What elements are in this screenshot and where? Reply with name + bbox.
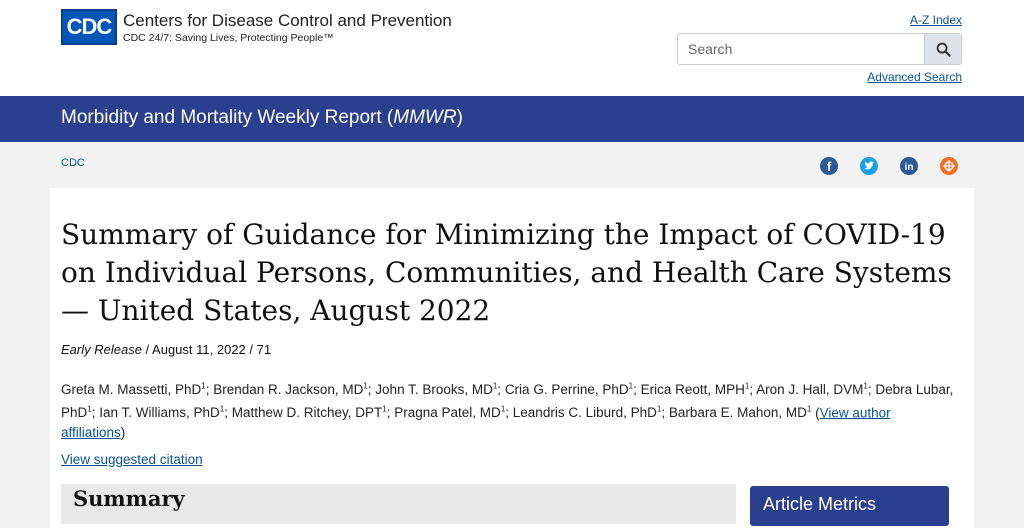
article-metrics-panel[interactable] bbox=[750, 486, 949, 526]
site-name[interactable]: Centers for Disease Control and Prevention bbox=[123, 11, 452, 30]
author-name: Greta M. Massetti, PhD bbox=[61, 381, 202, 397]
author-name: Aron J. Hall, DVM bbox=[756, 381, 864, 397]
author-separator: ; bbox=[91, 405, 100, 420]
banner-title-suffix: ) bbox=[456, 107, 463, 128]
facebook-icon[interactable] bbox=[820, 157, 838, 175]
author-affiliation-number: 1 bbox=[201, 381, 206, 390]
author-name: Leandris C. Liburd, PhD bbox=[512, 405, 657, 420]
view-affiliations-link[interactable]: View author affiliations bbox=[61, 405, 891, 440]
author-separator: ; bbox=[224, 405, 232, 420]
affiliations-open: ( bbox=[815, 405, 820, 420]
banner-title[interactable] bbox=[61, 107, 463, 129]
author-affiliation-number: 1 bbox=[656, 404, 662, 414]
release-type: Early Release bbox=[61, 342, 142, 357]
twitter-icon[interactable] bbox=[860, 157, 878, 175]
author-separator: ; bbox=[205, 381, 214, 397]
author-name: Debra Lubar, PhD bbox=[61, 381, 954, 420]
syndicate-icon[interactable] bbox=[940, 157, 958, 175]
search-icon bbox=[936, 42, 951, 57]
author-affiliation-number: 1 bbox=[806, 404, 812, 414]
author-name: John T. Brooks, MD bbox=[375, 381, 493, 397]
site-header bbox=[0, 0, 1024, 97]
author-separator: ; bbox=[386, 405, 395, 420]
author-separator: ; bbox=[749, 381, 757, 397]
author-separator: ; bbox=[633, 381, 641, 397]
author-name: Ian T. Williams, PhD bbox=[99, 405, 220, 420]
author-name: Cria G. Perrine, PhD bbox=[504, 381, 629, 397]
svg-text:in: in bbox=[904, 162, 914, 173]
author-affiliation-number: 1 bbox=[87, 404, 92, 414]
svg-text:f: f bbox=[826, 159, 832, 174]
author-separator: ; bbox=[497, 381, 505, 397]
author-name: Erica Reott, MPH bbox=[640, 381, 745, 397]
author-name: Pragna Patel, MD bbox=[394, 405, 501, 420]
author-affiliation-number: 1 bbox=[363, 381, 368, 390]
author-list bbox=[61, 376, 956, 443]
view-citation-link[interactable]: View suggested citation bbox=[61, 452, 203, 467]
author-name: Barbara E. Mahon, MD bbox=[668, 405, 807, 420]
author-affiliation-number: 1 bbox=[219, 404, 225, 414]
author-affiliation-number: 1 bbox=[628, 381, 634, 390]
banner-title-prefix: Morbidity and Mortality Weekly Report ( bbox=[61, 107, 394, 128]
author-affiliation-number: 1 bbox=[492, 381, 498, 390]
search-input[interactable] bbox=[678, 34, 926, 64]
banner-title-italic: MMWR bbox=[393, 107, 457, 128]
author-name: Brendan R. Jackson, MD bbox=[213, 381, 364, 397]
article-metrics-heading: Article Metrics bbox=[763, 494, 877, 514]
author-affiliation-number: 1 bbox=[500, 404, 506, 414]
article-title: Summary of Guidance for Minimizing the Impact of COVID-19 on Individual Persons, Communities, and Health Care Systems — United States, August 2022 bbox=[61, 218, 952, 327]
author-separator: ; bbox=[367, 381, 376, 397]
author-affiliation-number: 1 bbox=[863, 381, 868, 390]
site-tagline: CDC 24/7: Saving Lives, Protecting People™ bbox=[123, 32, 334, 44]
summary-section bbox=[61, 484, 736, 524]
mmwr-banner bbox=[0, 96, 1024, 142]
author-affiliation-number: 1 bbox=[744, 381, 750, 390]
cdc-logo[interactable]: CDC bbox=[61, 9, 117, 45]
summary-heading: Summary bbox=[73, 486, 185, 511]
az-index-link[interactable]: A-Z Index bbox=[909, 13, 962, 27]
release-date-volume: / August 11, 2022 / 71 bbox=[141, 342, 272, 357]
author-separator: ; bbox=[867, 381, 876, 397]
linkedin-icon[interactable] bbox=[900, 157, 918, 175]
release-dateline bbox=[61, 342, 271, 357]
author-separator: ; bbox=[505, 405, 513, 420]
search-box bbox=[677, 33, 962, 65]
affiliations-close: ) bbox=[120, 425, 126, 440]
author-separator: ; bbox=[661, 405, 669, 420]
author-affiliation-number: 1 bbox=[382, 404, 387, 414]
search-button[interactable] bbox=[924, 34, 961, 64]
breadcrumb-cdc[interactable]: CDC bbox=[61, 157, 85, 169]
author-name: Matthew D. Ritchey, DPT bbox=[231, 405, 383, 420]
advanced-search-link[interactable]: Advanced Search bbox=[867, 70, 962, 84]
